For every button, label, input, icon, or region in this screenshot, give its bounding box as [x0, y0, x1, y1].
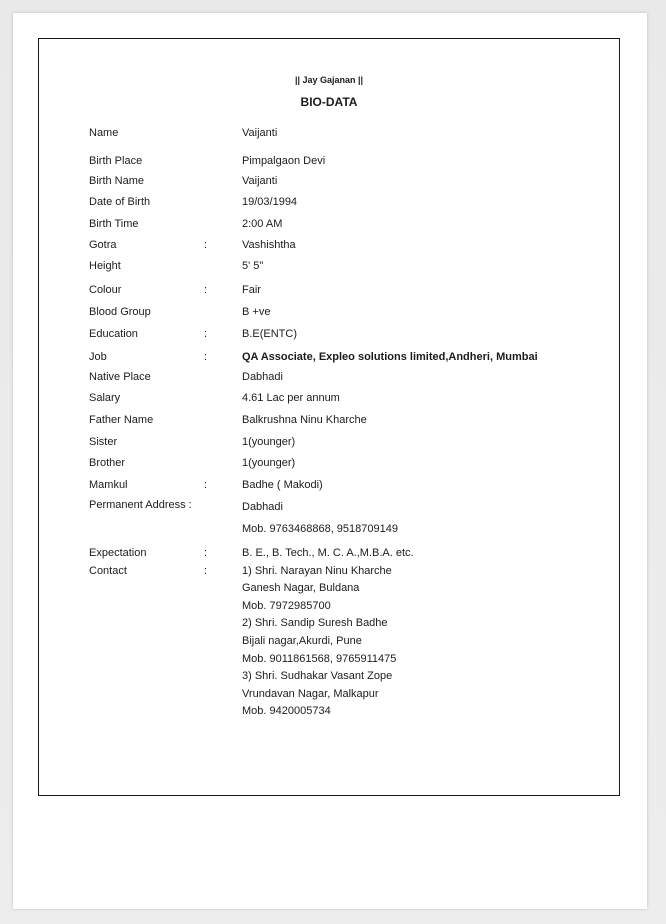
- label-name: Name: [89, 127, 119, 139]
- value-height: 5' 5": [242, 260, 264, 272]
- label-birth-place: Birth Place: [89, 155, 143, 167]
- label-brother: Brother: [89, 457, 126, 469]
- label-native-place: Native Place: [89, 371, 151, 383]
- page-title: BIO-DATA: [300, 95, 358, 109]
- separator-education: :: [204, 328, 208, 340]
- contact-line: Mob. 9011861568, 9765911475: [242, 653, 397, 665]
- label-job: Job: [89, 351, 107, 363]
- value-name: Vaijanti: [242, 127, 278, 139]
- label-father-name: Father Name: [89, 414, 154, 426]
- value-sister: 1(younger): [242, 436, 296, 448]
- label-date-of-birth: Date of Birth: [89, 196, 151, 208]
- value-expectation: B. E., B. Tech., M. C. A.,M.B.A. etc.: [242, 547, 414, 559]
- separator-mamkul: :: [204, 479, 208, 491]
- value-blood-group: B +ve: [242, 306, 271, 318]
- label-colour: Colour: [89, 284, 122, 296]
- value-date-of-birth: 19/03/1994: [242, 196, 298, 208]
- label-permanent-address: Permanent Address :: [89, 499, 192, 511]
- value-salary: 4.61 Lac per annum: [242, 392, 340, 404]
- value-permanent-address: Dabhadi: [242, 501, 283, 513]
- value-birth-name: Vaijanti: [242, 175, 278, 187]
- value-birth-place: Pimpalgaon Devi: [242, 155, 326, 167]
- contact-line: Bijali nagar,Akurdi, Pune: [242, 635, 362, 647]
- label-gotra: Gotra: [89, 239, 117, 251]
- value-birth-time: 2:00 AM: [242, 218, 283, 230]
- label-contact: Contact: [89, 565, 127, 577]
- label-blood-group: Blood Group: [89, 306, 151, 318]
- label-sister: Sister: [89, 436, 118, 448]
- value-gotra: Vashishtha: [242, 239, 296, 251]
- value-native-place: Dabhadi: [242, 371, 283, 383]
- label-education: Education: [89, 328, 138, 340]
- label-height: Height: [89, 260, 121, 272]
- value-education: B.E(ENTC): [242, 328, 297, 340]
- label-birth-time: Birth Time: [89, 218, 139, 230]
- separator-colour: :: [204, 284, 208, 296]
- invocation-heading: || Jay Gajanan ||: [294, 75, 364, 85]
- value-mamkul: Badhe ( Makodi): [242, 479, 323, 491]
- separator-job: :: [204, 351, 208, 363]
- contact-line: Ganesh Nagar, Buldana: [242, 582, 360, 594]
- value-permanent-address-mobile: Mob. 9763468868, 9518709149: [242, 523, 398, 535]
- contact-line: Vrundavan Nagar, Malkapur: [242, 688, 379, 700]
- contact-line: 2) Shri. Sandip Suresh Badhe: [242, 617, 388, 629]
- label-birth-name: Birth Name: [89, 175, 145, 187]
- separator-gotra: :: [204, 239, 208, 251]
- value-brother: 1(younger): [242, 457, 296, 469]
- separator-contact: :: [204, 565, 208, 577]
- contact-line: Mob. 9420005734: [242, 705, 331, 717]
- label-expectation: Expectation: [89, 547, 147, 559]
- value-job: QA Associate, Expleo solutions limited,Andheri, Mumbai: [242, 351, 538, 363]
- label-salary: Salary: [89, 392, 121, 404]
- label-mamkul: Mamkul: [89, 479, 128, 491]
- value-father-name: Balkrushna Ninu Kharche: [242, 414, 367, 426]
- value-colour: Fair: [242, 284, 261, 296]
- contact-line: 1) Shri. Narayan Ninu Kharche: [242, 565, 392, 577]
- separator-expectation: :: [204, 547, 208, 559]
- contact-line: 3) Shri. Sudhakar Vasant Zope: [242, 670, 393, 682]
- contact-line: Mob. 7972985700: [242, 600, 331, 612]
